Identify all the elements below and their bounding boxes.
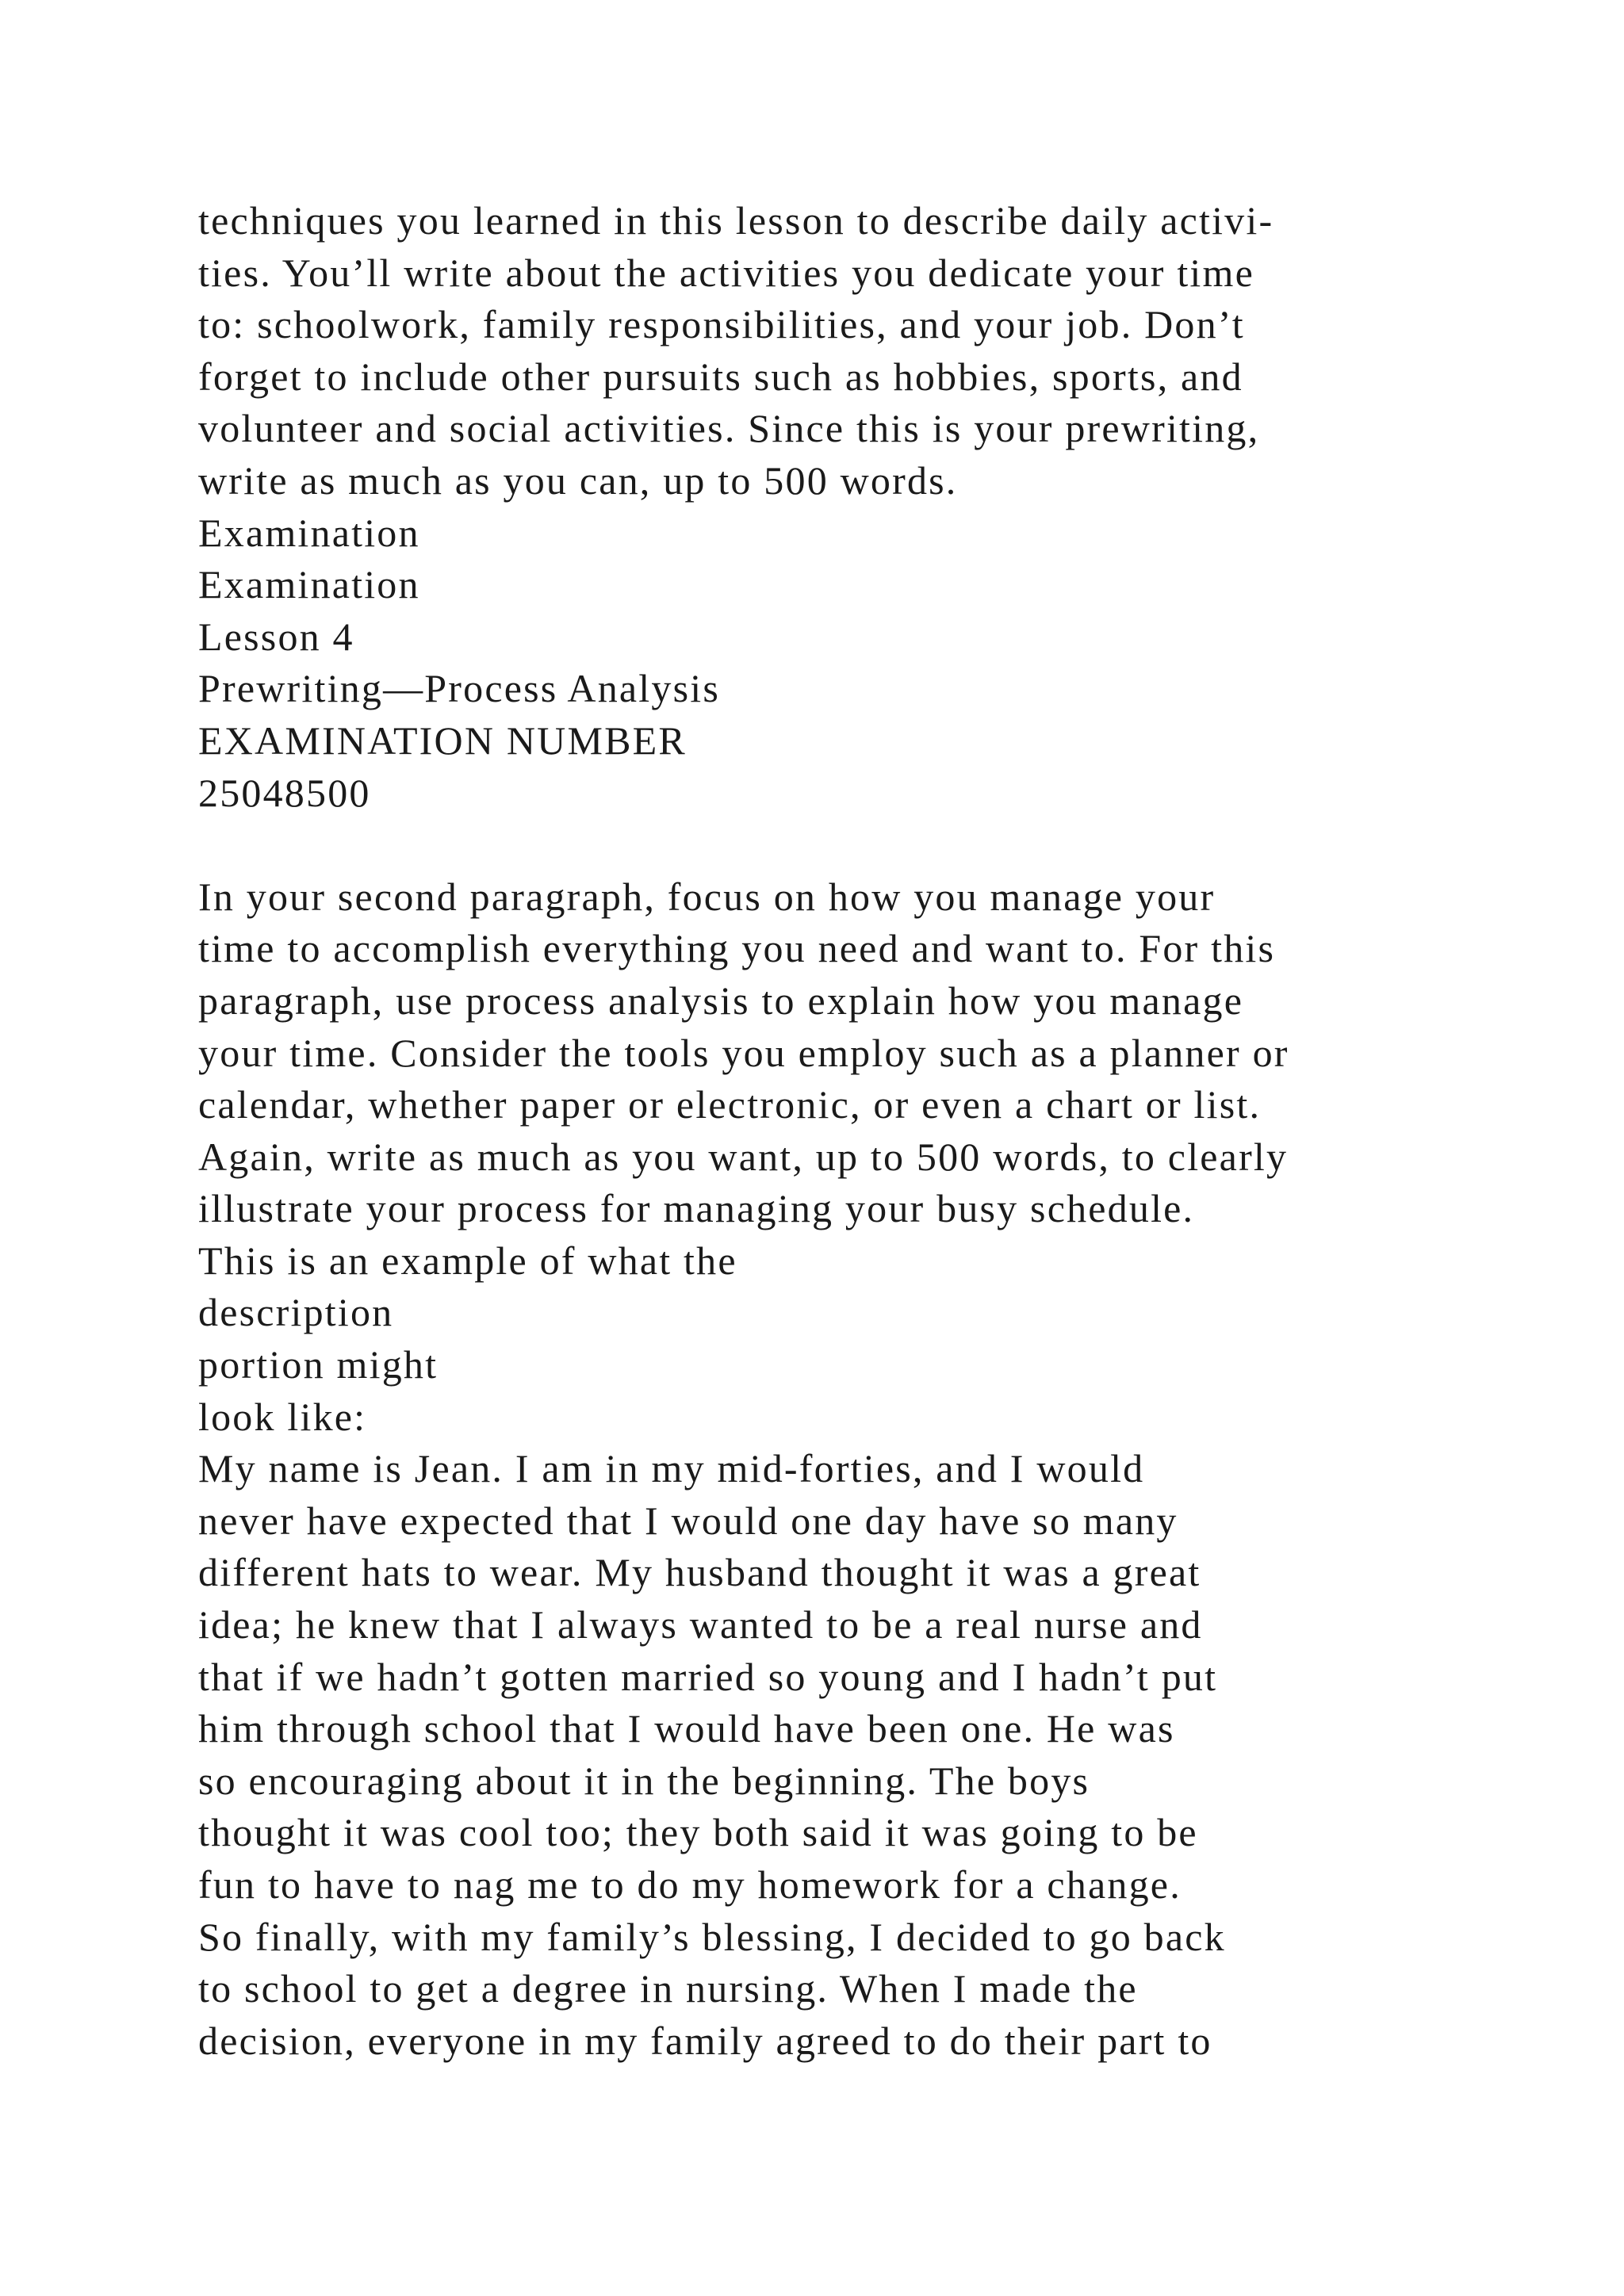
text-line: In your second paragraph, focus on how you manage your — [198, 874, 1216, 919]
text-line: paragraph, use process analysis to explain how you manage — [198, 978, 1244, 1023]
text-line: him through school that I would have been one. He was — [198, 1706, 1175, 1751]
text-line: look like: — [198, 1394, 367, 1439]
exam-number-value: 25048500 — [198, 770, 371, 815]
text-line: Again, write as much as you want, up to 500 words, to clearly — [198, 1134, 1289, 1179]
text-line: idea; he knew that I always wanted to be a real nurse and — [198, 1602, 1203, 1647]
text-line: your time. Consider the tools you employ such as a planner or — [198, 1030, 1289, 1075]
text-line: This is an example of what the — [198, 1238, 737, 1283]
exam-number-label: EXAMINATION NUMBER — [198, 718, 687, 763]
text-line: So finally, with my family’s blessing, I decided to go back — [198, 1914, 1226, 1959]
text-line: forget to include other pursuits such as hobbies, sports, and — [198, 354, 1243, 399]
text-line: techniques you learned in this lesson to describe daily activi- — [198, 198, 1274, 243]
text-line: ties. You’ll write about the activities you dedicate your time — [198, 250, 1254, 295]
text-line: thought it was cool too; they both said it was going to be — [198, 1810, 1198, 1855]
text-line: that if we hadn’t gotten married so young and I hadn’t put — [198, 1654, 1218, 1699]
text-line: to school to get a degree in nursing. When I made the — [198, 1966, 1138, 2011]
text-line: never have expected that I would one day have so many — [198, 1498, 1178, 1543]
document-body — [198, 195, 1546, 2067]
text-line: My name is Jean. I am in my mid-forties, and I would — [198, 1446, 1145, 1491]
text-line: different hats to wear. My husband thought it was a great — [198, 1550, 1201, 1595]
text-line: calendar, whether paper or electronic, or even a chart or list. — [198, 1082, 1262, 1127]
text-line: volunteer and social activities. Since this is your prewriting, — [198, 406, 1260, 451]
blank-line — [198, 819, 1546, 871]
lesson-label: Lesson 4 — [198, 614, 354, 659]
text-line: decision, everyone in my family agreed to do their part to — [198, 2018, 1212, 2063]
text-line: to: schoolwork, family responsibilities, and your job. Don’t — [198, 302, 1245, 347]
text-line: portion might — [198, 1342, 439, 1387]
exam-label: Examination — [198, 562, 420, 607]
text-line: time to accomplish everything you need and want to. For this — [198, 926, 1276, 971]
text-line: description — [198, 1290, 394, 1335]
text-line: write as much as you can, up to 500 words. — [198, 457, 958, 503]
lesson-title: Prewriting—Process Analysis — [198, 666, 720, 711]
text-line: illustrate your process for managing your busy schedule. — [198, 1186, 1195, 1231]
exam-label: Examination — [198, 510, 420, 555]
text-line: fun to have to nag me to do my homework for a change. — [198, 1862, 1182, 1907]
text-line: so encouraging about it in the beginning. The boys — [198, 1758, 1090, 1803]
